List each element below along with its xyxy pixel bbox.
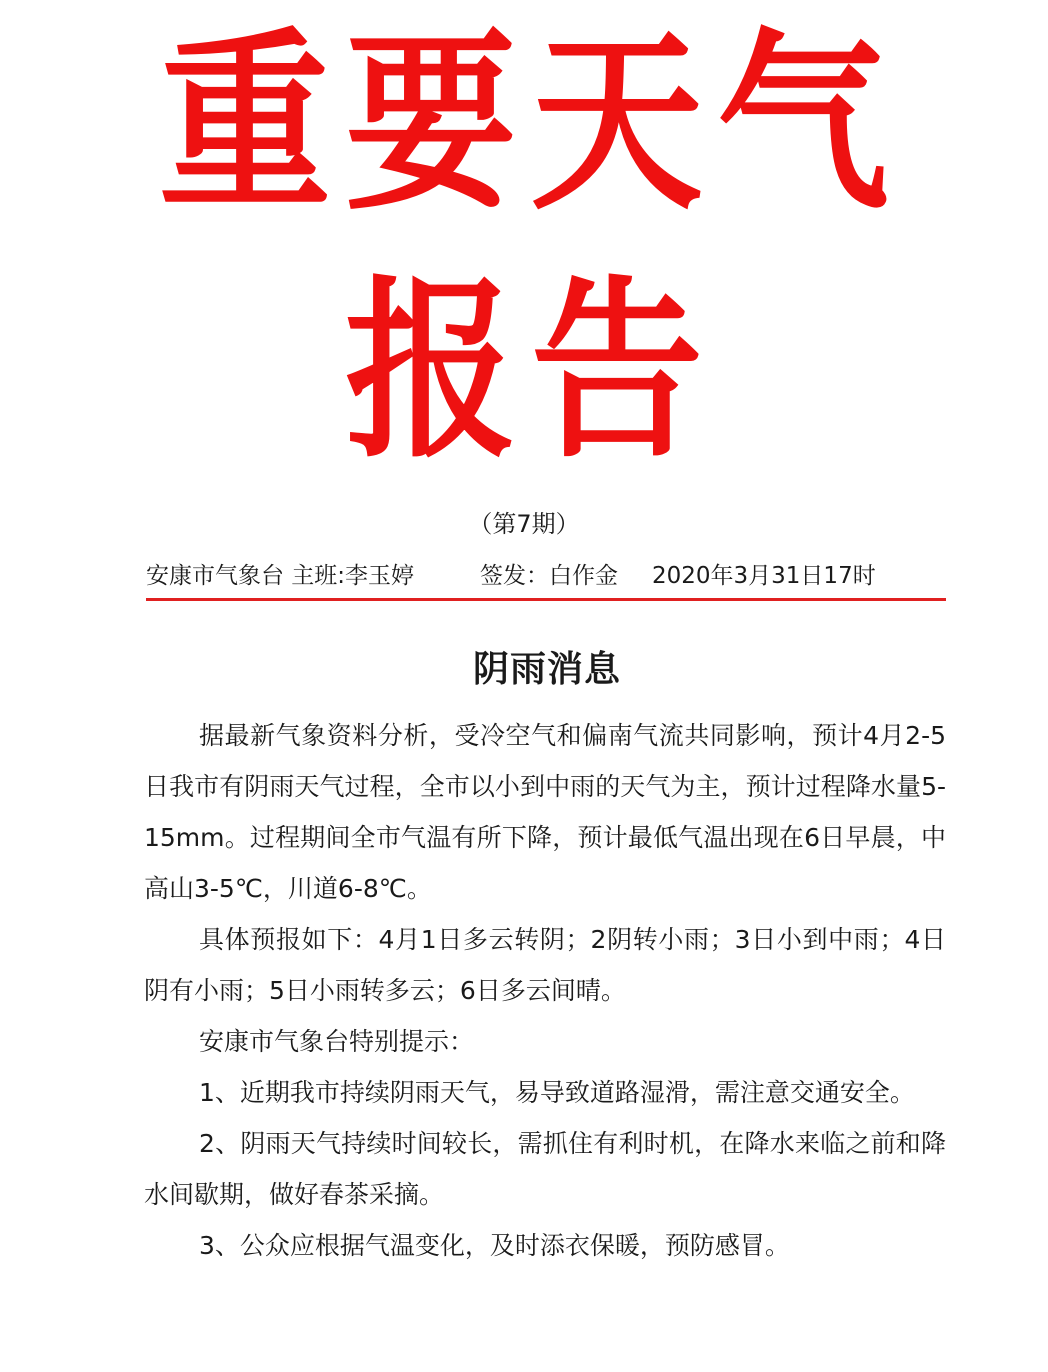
masthead-title-line2 (0, 258, 1048, 484)
red-divider (146, 598, 946, 601)
masthead-char: 重 (159, 10, 331, 236)
paragraph: 3、公众应根据气温变化，及时添衣保暖，预防感冒。 (199, 1231, 790, 1260)
masthead-char: 告 (531, 258, 703, 484)
masthead-char: 天 (531, 10, 703, 236)
signer: 签发：白作金 (480, 563, 618, 589)
masthead-char: 要 (345, 10, 517, 236)
masthead-title-line1 (0, 10, 1048, 236)
paragraph: 2、阴雨天气持续时间较长，需抓住有利时机，在降水来临之前和降水间歇期，做好春茶采摘。 (144, 1129, 946, 1209)
paragraph: 具体预报如下：4月1日多云转阴；2阴转小雨；3日小到中雨；4日阴有小雨；5日小雨转多云；6日多云间晴。 (144, 925, 946, 1005)
issuer: 安康市气象台 主班:李玉婷 (146, 563, 415, 589)
article-body (144, 710, 946, 1271)
paragraph: 据最新气象资料分析，受冷空气和偏南气流共同影响，预计4月2-5日我市有阴雨天气过程，全市以小到中雨的天气为主，预计过程降水量5-15mm。过程期间全市气温有所下降，预计最低气温出现在6日早晨，中高山3-5℃，川道6-8℃。 (144, 721, 946, 903)
paragraph: 1、近期我市持续阴雨天气，易导致道路湿滑，需注意交通安全。 (199, 1078, 915, 1107)
headline: 阴雨消息 (472, 649, 621, 690)
masthead-char: 气 (717, 10, 889, 236)
issue-datetime: 2020年3月31日17时 (652, 563, 876, 589)
paragraph: 安康市气象台特别提示： (199, 1027, 475, 1056)
issue-number: （第7期） (468, 510, 580, 538)
masthead-char: 报 (345, 258, 517, 484)
